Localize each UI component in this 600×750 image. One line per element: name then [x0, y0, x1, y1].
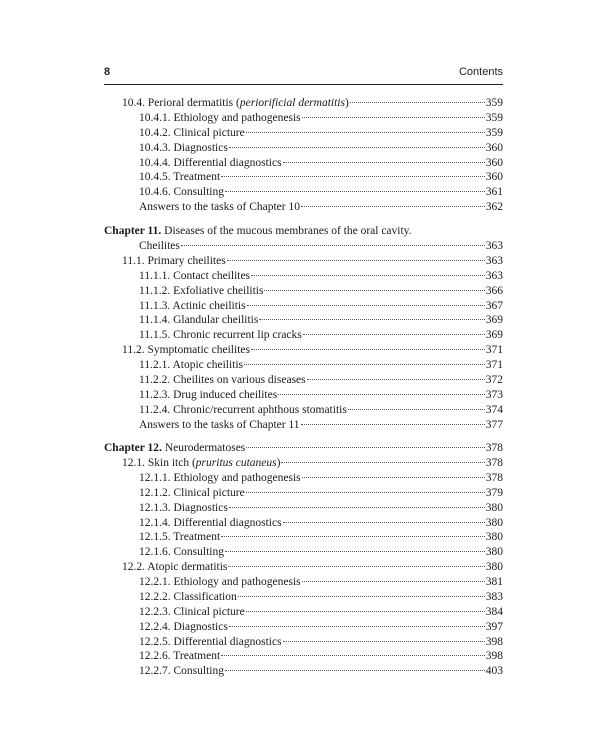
toc-entry-subsection[interactable]: [139, 664, 503, 679]
toc-page-number: 398: [485, 650, 503, 662]
toc-entry-section[interactable]: [122, 96, 503, 111]
toc-chapter-heading[interactable]: [104, 441, 503, 456]
toc-entry-subsection[interactable]: [139, 170, 503, 185]
toc-page-number: 361: [485, 186, 503, 198]
toc-entry-text: 12.2.6. Treatment: [139, 650, 221, 662]
toc-page-number: 377: [485, 419, 503, 431]
toc-entry-text: 10.4.1. Ethiology and pathogenesis: [139, 112, 301, 124]
toc-page-number: 363: [485, 255, 503, 267]
leader-dots: [181, 245, 485, 246]
leader-dots: [246, 447, 484, 448]
toc-page-number: 371: [485, 344, 503, 356]
toc-page-number: 359: [485, 112, 503, 124]
toc-page-number: 359: [485, 97, 503, 109]
toc-page-number: 383: [485, 591, 503, 603]
toc-entry-subsection[interactable]: [139, 635, 503, 650]
toc-entry-text: Answers to the tasks of Chapter 10: [139, 201, 300, 213]
toc-page-number: 369: [485, 329, 503, 341]
toc-page-number: 360: [485, 157, 503, 169]
chapter-label: Chapter 12.: [104, 442, 162, 454]
toc-entry-italic: periorificial dermatitis: [239, 97, 345, 109]
toc-entry-text: 10.4.6. Consulting: [139, 186, 224, 198]
toc-chapter-heading[interactable]: [104, 224, 503, 239]
leader-dots: [221, 176, 485, 177]
toc-page-number: 371: [485, 359, 503, 371]
toc-entry-subsection[interactable]: [139, 269, 503, 284]
toc-entry-text: Cheilites: [139, 240, 180, 252]
leader-dots: [227, 260, 485, 261]
leader-dots: [348, 409, 485, 410]
toc-page-number: 379: [485, 487, 503, 499]
leader-dots: [301, 206, 485, 207]
toc-entry-text: 11.2.2. Cheilites on various diseases: [139, 374, 306, 386]
toc-page-number: 359: [485, 127, 503, 139]
toc-entry-text: 11.1.5. Chronic recurrent lip cracks: [139, 329, 302, 341]
page-number: 8: [104, 66, 111, 78]
toc-page-number: 378: [485, 457, 503, 469]
leader-dots: [283, 162, 485, 163]
toc-entry-subsection[interactable]: [139, 575, 503, 590]
toc-entry-text: 11.1.3. Actinic cheilitis: [139, 300, 246, 312]
toc-entry-subsection[interactable]: [139, 156, 503, 171]
toc-entry-text: 12.2.1. Ethiology and pathogenesis: [139, 576, 301, 588]
toc-entry-text: 12.1.5. Treatment: [139, 531, 221, 543]
toc-entry-subsection[interactable]: [139, 373, 503, 388]
toc-entry-text: 11.1.2. Exfoliative cheilitis: [139, 285, 264, 297]
toc-entry-text: 12.2.2. Classification: [139, 591, 237, 603]
leader-dots: [229, 507, 485, 508]
toc-entry-text: 12.2.3. Clinical picture: [139, 606, 245, 618]
toc-entry-text: 12.2.7. Consulting: [139, 665, 224, 677]
toc-page-number: 378: [485, 472, 503, 484]
toc-entry-text: 10.4. Perioral dermatitis (periorificial dermatitis): [122, 97, 349, 109]
toc-entry-text: 12.2. Atopic dermatitis: [122, 561, 228, 573]
leader-dots: [251, 275, 485, 276]
toc-entry-subsection[interactable]: [139, 471, 503, 486]
toc-page-number: 381: [485, 576, 503, 588]
leader-dots: [229, 626, 485, 627]
toc-entry-text: Answers to the tasks of Chapter 11: [139, 419, 300, 431]
toc-entry-subsection[interactable]: [139, 284, 503, 299]
toc-entry-text: 12.2.5. Differential diagnostics: [139, 636, 282, 648]
toc-entry-section[interactable]: [122, 560, 503, 575]
toc-entry-text: 12.1.1. Ethiology and pathogenesis: [139, 472, 301, 484]
toc-entry-subsection[interactable]: [139, 141, 503, 156]
toc-entry-text: 11.2.3. Drug induced cheilites: [139, 389, 278, 401]
toc-page-number: 380: [485, 517, 503, 529]
running-title: Contents: [458, 66, 503, 78]
toc-entry-subsection[interactable]: [139, 185, 503, 200]
toc-entry-subsection[interactable]: [139, 530, 503, 545]
toc-entry-text: Chapter 12. Neurodermatoses: [104, 442, 246, 454]
toc-entry-subsection[interactable]: [139, 590, 503, 605]
leader-dots: [302, 581, 485, 582]
leader-dots: [246, 611, 485, 612]
toc-entry-text: 12.1.4. Differential diagnostics: [139, 517, 282, 529]
toc-entry-section[interactable]: [122, 456, 503, 471]
toc-page-number: 397: [485, 621, 503, 633]
toc-page-number: 363: [485, 240, 503, 252]
toc-page-number: 378: [485, 442, 503, 454]
toc-entry-subsection[interactable]: [139, 358, 503, 373]
leader-dots: [238, 596, 485, 597]
leader-dots: [307, 379, 485, 380]
leader-dots: [244, 364, 485, 365]
leader-dots: [302, 477, 485, 478]
leader-dots: [229, 147, 485, 148]
toc-entry-text: 12.1.3. Diagnostics: [139, 502, 228, 514]
toc-entry-text: 11.2.1. Atopic cheilitis: [139, 359, 244, 371]
toc-entry-text: 10.4.5. Treatment: [139, 171, 221, 183]
toc-entry-text: 10.4.3. Diagnostics: [139, 142, 228, 154]
toc-entry-subsection[interactable]: [139, 388, 503, 403]
toc-entry-subsection[interactable]: [139, 328, 503, 343]
toc-page-number: 366: [485, 285, 503, 297]
leader-dots: [264, 290, 484, 291]
toc-entry-section[interactable]: [122, 343, 503, 358]
toc-entry-subsection[interactable]: [139, 126, 503, 141]
toc-entry-text: 11.2.4. Chronic/recurrent aphthous stomatitis: [139, 404, 347, 416]
toc-entry-subsection[interactable]: [139, 649, 503, 664]
toc-entry-text: Chapter 11. Diseases of the mucous membranes of the oral cavity.: [104, 225, 412, 237]
leader-dots: [278, 394, 485, 395]
leader-dots: [225, 670, 485, 671]
leader-dots: [302, 117, 485, 118]
toc-entry-text: 12.1. Skin itch (pruritus cutaneus): [122, 457, 281, 469]
toc-page-number: 367: [485, 300, 503, 312]
toc-entry-text: 12.1.2. Clinical picture: [139, 487, 245, 499]
toc-page-number: 373: [485, 389, 503, 401]
toc-chapter-continuation[interactable]: [139, 239, 503, 254]
toc-page-number: 380: [485, 502, 503, 514]
toc-page-number: 363: [485, 270, 503, 282]
toc-entry-subsection[interactable]: [139, 299, 503, 314]
toc-entry-text: 10.4.2. Clinical picture: [139, 127, 245, 139]
leader-dots: [281, 462, 484, 463]
leader-dots: [225, 191, 485, 192]
toc-page-number: 374: [485, 404, 503, 416]
toc-page-number: 384: [485, 606, 503, 618]
toc-page-number: 362: [485, 201, 503, 213]
toc-page-number: 369: [485, 314, 503, 326]
toc-entry-text: 10.4.4. Differential diagnostics: [139, 157, 282, 169]
toc-entry-text: 11.1.1. Contact cheilites: [139, 270, 251, 282]
leader-dots: [246, 132, 485, 133]
leader-dots: [283, 522, 485, 523]
leader-dots: [221, 536, 485, 537]
leader-dots: [259, 319, 484, 320]
leader-dots: [350, 102, 485, 103]
toc-page-number: 360: [485, 171, 503, 183]
leader-dots: [221, 655, 485, 656]
toc-entry-text: 11.1. Primary cheilites: [122, 255, 226, 267]
toc-entry-section[interactable]: [122, 254, 503, 269]
leader-dots: [283, 641, 485, 642]
leader-dots: [303, 334, 485, 335]
toc-page-number: 398: [485, 636, 503, 648]
toc-entry-subsection[interactable]: [139, 111, 503, 126]
toc-page-number: 380: [485, 531, 503, 543]
toc-page-number: 360: [485, 142, 503, 154]
page-header: [104, 66, 503, 82]
toc-entry-subsection[interactable]: [139, 605, 503, 620]
chapter-label: Chapter 11.: [104, 225, 162, 237]
leader-dots: [225, 551, 485, 552]
toc-entry-subsection[interactable]: [139, 501, 503, 516]
toc-page-number: 372: [485, 374, 503, 386]
toc-entry-subsection[interactable]: [139, 313, 503, 328]
toc-entry-italic: pruritus cutaneus: [195, 457, 277, 469]
toc-entry-text: 12.1.6. Consulting: [139, 546, 224, 558]
leader-dots: [301, 424, 485, 425]
toc-entry-subsection[interactable]: [139, 516, 503, 531]
toc-entry-text: 11.2. Symptomatic cheilites: [122, 344, 250, 356]
toc-entry-answers[interactable]: [139, 418, 503, 433]
leader-dots: [247, 305, 485, 306]
toc-page-number: 403: [485, 665, 503, 677]
header-rule: [104, 84, 503, 85]
toc-entry-subsection[interactable]: [139, 486, 503, 501]
leader-dots: [228, 566, 484, 567]
toc-entry-subsection[interactable]: [139, 620, 503, 635]
leader-dots: [251, 349, 485, 350]
toc-page-number: 380: [485, 561, 503, 573]
toc-entry-text: 11.1.4. Glandular cheilitis: [139, 314, 259, 326]
toc-page-number: 380: [485, 546, 503, 558]
leader-dots: [246, 492, 485, 493]
toc-entry-answers[interactable]: [139, 200, 503, 215]
toc-entry-subsection[interactable]: [139, 545, 503, 560]
toc-entry-subsection[interactable]: [139, 403, 503, 418]
toc-entry-text: 12.2.4. Diagnostics: [139, 621, 228, 633]
